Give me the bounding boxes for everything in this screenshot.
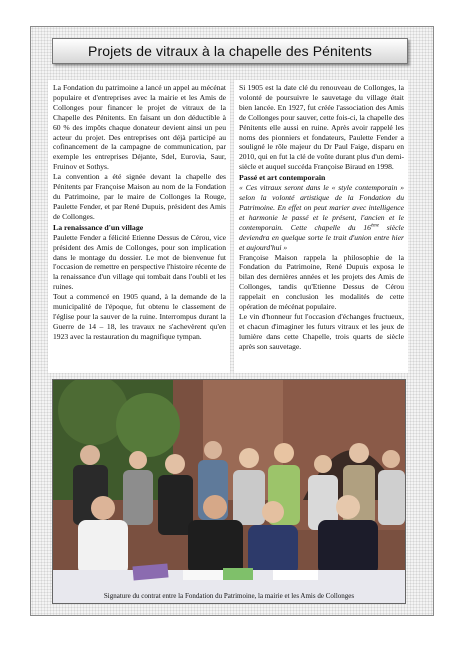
- page-title: Projets de vitraux à la chapelle des Pénitents: [88, 43, 372, 59]
- paragraph-philosophie: Françoise Maison rappela la philosophie de la Fondation du Patrimoine, René Dupuis exposa le bilan des dernières années et les projets des Amis de Collonges, tandis qu'Etienne Dessus de Cérou rappelait en conclusion les modalités de cette opération de mécénat populaire.: [239, 252, 404, 312]
- photo-caption: Signature du contrat entre la Fondation du Patrimoine, la mairie et les Amis de Collonges: [103, 592, 355, 600]
- paragraph-felicitation: Paulette Fender a félicité Etienne Dessus de Cérou, vice président des Amis de Collonges, pour son implication dans le montage du dossier. Le mot de bienvenue fut l'occasion de remettre en perspective l'histoire récente de la renaissance d'un village qui tombait dans l'oubli et les ruines.: [53, 232, 226, 292]
- quote-part-b: siècle deviendra en quelque sorte le trait d'union entre hier et aujourd'hui »: [239, 222, 404, 252]
- paragraph-intro: La Fondation du patrimoine a lancé un appel au mécénat populaire et d'entreprises avec la mairie et les Amis de Collonges pour financer le projet de vitraux de la Chapelle des Pénitents. En faisant un don déductible à 60 % des impôts chaque donateur devient ainsi un peu acteur du projet. Des entreprises ont déjà participé au cofinancement de la campagne de communication, par exemple les entreprises Déjante, Sdel, Eurovia, Saur, Fruinov et Sothys.: [53, 83, 226, 172]
- paragraph-vin-honneur: Le vin d'honneur fut l'occasion d'échanges fructueux, et chacun d'imaginer les futurs vitraux et les jeux de lumière dans cette Chapelle, trois quarts de siècle après son sauvetage.: [239, 311, 404, 351]
- heading-art-contemporain: Passé et art contemporain: [239, 173, 326, 183]
- paragraph-convention: La convention a été signée devant la chapelle des Pénitents par Françoise Maison au nom de la Fondation du Patrimoine, par le maire de Collonges la Rouge, Paulette Fender, et par René Dupuis, président des Amis de Collonges.: [53, 172, 226, 221]
- quote-superscript: ème: [370, 223, 379, 229]
- ceremony-photo: [52, 379, 406, 604]
- title-banner: [52, 38, 408, 64]
- ceremony-photo-illustration: [53, 380, 405, 603]
- quote-fondation: [239, 183, 404, 252]
- heading-renaissance: La renaissance d'un village: [53, 222, 144, 232]
- right-column: [234, 80, 408, 373]
- left-column: [48, 80, 230, 373]
- quote-part-a: « Ces vitraux seront dans le « style contemporain » selon la volonté artistique de la Fondation du Patrimoine. En effet on peut marier avec intelligence et harmonie le passé et le présent, l'ancien et le contemporain. Cette chapelle du 16: [239, 183, 404, 232]
- paragraph-history: Si 1905 est la date clé du renouveau de Collonges, la volonté de poursuivre le sauvetage du village était bien lancée. En 1927, fut créée l'association des Amis de Collonges pour sauver, cette fois-ci, la chapelle des Pénitents elle aussi en ruine. Après avoir rappelé les noms des pionniers et fondateurs, Paulette Fender a souligné le rôle majeur du Dr Paul Faige, disparu en 2010, qui en fut la clé de voûte durant plus d'un demi-siècle et auquel succéda Françoise Biraud en 1998.: [239, 83, 405, 172]
- paragraph-1905: Tout a commencé en 1905 quand, à la demande de la municipalité de l'époque, fut obtenu le classement de l'église pour la sauver de la ruine. Interrompus durant la Guerre de 14 – 18, les travaux ne s'achevèrent qu'en 1923 avec la restauration du magnifique tympan.: [53, 292, 226, 341]
